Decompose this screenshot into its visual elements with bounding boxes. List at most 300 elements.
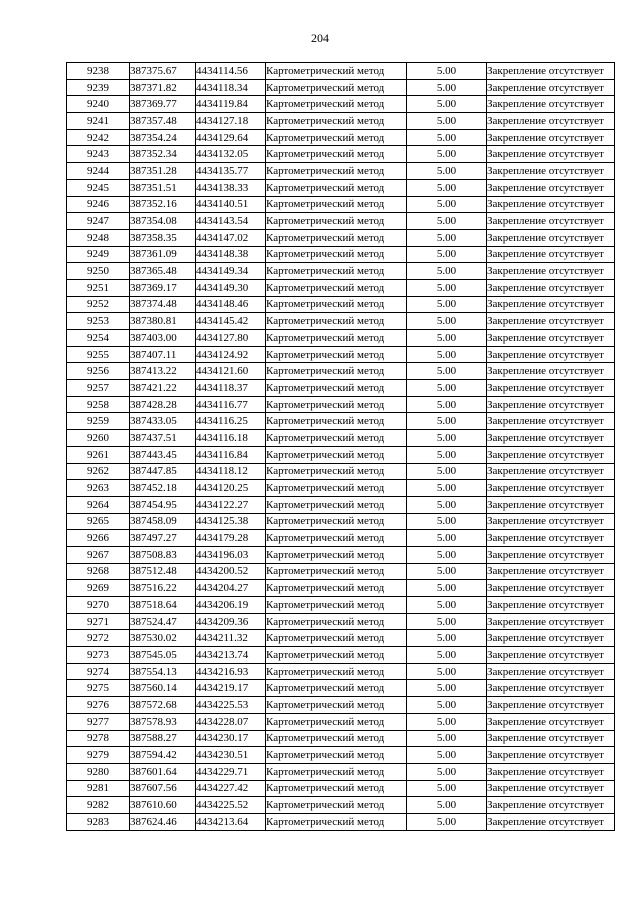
point-number-cell: 9281 bbox=[67, 780, 130, 797]
x-coordinate-cell: 387374.48 bbox=[130, 296, 196, 313]
fixing-cell: Закрепление отсутствует bbox=[487, 396, 615, 413]
table-row bbox=[67, 697, 615, 714]
fixing-cell: Закрепление отсутствует bbox=[487, 496, 615, 513]
x-coordinate-cell: 387357.48 bbox=[130, 113, 196, 130]
point-number-cell: 9270 bbox=[67, 597, 130, 614]
method-cell: Картометрический метод bbox=[266, 179, 407, 196]
y-coordinate-cell: 4434149.30 bbox=[196, 279, 266, 296]
y-coordinate-cell: 4434118.37 bbox=[196, 380, 266, 397]
point-number-cell: 9262 bbox=[67, 463, 130, 480]
method-cell: Картометрический метод bbox=[266, 163, 407, 180]
y-coordinate-cell: 4434118.34 bbox=[196, 79, 266, 96]
x-coordinate-cell: 387524.47 bbox=[130, 613, 196, 630]
accuracy-cell: 5.00 bbox=[407, 413, 487, 430]
y-coordinate-cell: 4434211.32 bbox=[196, 630, 266, 647]
point-number-cell: 9244 bbox=[67, 163, 130, 180]
table-row bbox=[67, 163, 615, 180]
y-coordinate-cell: 4434229.71 bbox=[196, 763, 266, 780]
table-row bbox=[67, 229, 615, 246]
point-number-cell: 9241 bbox=[67, 113, 130, 130]
point-number-cell: 9266 bbox=[67, 530, 130, 547]
y-coordinate-cell: 4434127.80 bbox=[196, 330, 266, 347]
method-cell: Картометрический метод bbox=[266, 446, 407, 463]
table-row bbox=[67, 196, 615, 213]
x-coordinate-cell: 387352.16 bbox=[130, 196, 196, 213]
y-coordinate-cell: 4434116.18 bbox=[196, 430, 266, 447]
x-coordinate-cell: 387624.46 bbox=[130, 813, 196, 830]
accuracy-cell: 5.00 bbox=[407, 113, 487, 130]
x-coordinate-cell: 387443.45 bbox=[130, 446, 196, 463]
method-cell: Картометрический метод bbox=[266, 96, 407, 113]
fixing-cell: Закрепление отсутствует bbox=[487, 797, 615, 814]
x-coordinate-cell: 387497.27 bbox=[130, 530, 196, 547]
fixing-cell: Закрепление отсутствует bbox=[487, 179, 615, 196]
point-number-cell: 9238 bbox=[67, 63, 130, 80]
point-number-cell: 9260 bbox=[67, 430, 130, 447]
y-coordinate-cell: 4434116.84 bbox=[196, 446, 266, 463]
point-number-cell: 9245 bbox=[67, 179, 130, 196]
accuracy-cell: 5.00 bbox=[407, 96, 487, 113]
fixing-cell: Закрепление отсутствует bbox=[487, 530, 615, 547]
y-coordinate-cell: 4434148.38 bbox=[196, 246, 266, 263]
table-row bbox=[67, 513, 615, 530]
method-cell: Картометрический метод bbox=[266, 413, 407, 430]
accuracy-cell: 5.00 bbox=[407, 263, 487, 280]
point-number-cell: 9247 bbox=[67, 213, 130, 230]
x-coordinate-cell: 387610.60 bbox=[130, 797, 196, 814]
fixing-cell: Закрепление отсутствует bbox=[487, 713, 615, 730]
x-coordinate-cell: 387369.17 bbox=[130, 279, 196, 296]
table-row bbox=[67, 79, 615, 96]
accuracy-cell: 5.00 bbox=[407, 279, 487, 296]
accuracy-cell: 5.00 bbox=[407, 229, 487, 246]
point-number-cell: 9258 bbox=[67, 396, 130, 413]
accuracy-cell: 5.00 bbox=[407, 546, 487, 563]
method-cell: Картометрический метод bbox=[266, 563, 407, 580]
point-number-cell: 9243 bbox=[67, 146, 130, 163]
method-cell: Картометрический метод bbox=[266, 63, 407, 80]
y-coordinate-cell: 4434125.38 bbox=[196, 513, 266, 530]
method-cell: Картометрический метод bbox=[266, 279, 407, 296]
y-coordinate-cell: 4434149.34 bbox=[196, 263, 266, 280]
method-cell: Картометрический метод bbox=[266, 330, 407, 347]
x-coordinate-cell: 387530.02 bbox=[130, 630, 196, 647]
fixing-cell: Закрепление отсутствует bbox=[487, 113, 615, 130]
accuracy-cell: 5.00 bbox=[407, 496, 487, 513]
point-number-cell: 9255 bbox=[67, 346, 130, 363]
y-coordinate-cell: 4434209.36 bbox=[196, 613, 266, 630]
point-number-cell: 9251 bbox=[67, 279, 130, 296]
method-cell: Картометрический метод bbox=[266, 546, 407, 563]
table-row bbox=[67, 279, 615, 296]
accuracy-cell: 5.00 bbox=[407, 813, 487, 830]
point-number-cell: 9264 bbox=[67, 496, 130, 513]
accuracy-cell: 5.00 bbox=[407, 763, 487, 780]
accuracy-cell: 5.00 bbox=[407, 246, 487, 263]
table-row bbox=[67, 313, 615, 330]
x-coordinate-cell: 387572.68 bbox=[130, 697, 196, 714]
fixing-cell: Закрепление отсутствует bbox=[487, 813, 615, 830]
point-number-cell: 9272 bbox=[67, 630, 130, 647]
accuracy-cell: 5.00 bbox=[407, 730, 487, 747]
method-cell: Картометрический метод bbox=[266, 780, 407, 797]
fixing-cell: Закрепление отсутствует bbox=[487, 313, 615, 330]
x-coordinate-cell: 387358.35 bbox=[130, 229, 196, 246]
table-row bbox=[67, 763, 615, 780]
fixing-cell: Закрепление отсутствует bbox=[487, 480, 615, 497]
accuracy-cell: 5.00 bbox=[407, 713, 487, 730]
table-row bbox=[67, 713, 615, 730]
x-coordinate-cell: 387447.85 bbox=[130, 463, 196, 480]
fixing-cell: Закрепление отсутствует bbox=[487, 213, 615, 230]
accuracy-cell: 5.00 bbox=[407, 613, 487, 630]
fixing-cell: Закрепление отсутствует bbox=[487, 363, 615, 380]
y-coordinate-cell: 4434200.52 bbox=[196, 563, 266, 580]
method-cell: Картометрический метод bbox=[266, 113, 407, 130]
y-coordinate-cell: 4434213.74 bbox=[196, 647, 266, 664]
method-cell: Картометрический метод bbox=[266, 263, 407, 280]
method-cell: Картометрический метод bbox=[266, 680, 407, 697]
x-coordinate-cell: 387352.34 bbox=[130, 146, 196, 163]
table-row bbox=[67, 597, 615, 614]
fixing-cell: Закрепление отсутствует bbox=[487, 680, 615, 697]
accuracy-cell: 5.00 bbox=[407, 129, 487, 146]
fixing-cell: Закрепление отсутствует bbox=[487, 163, 615, 180]
fixing-cell: Закрепление отсутствует bbox=[487, 730, 615, 747]
x-coordinate-cell: 387588.27 bbox=[130, 730, 196, 747]
x-coordinate-cell: 387516.22 bbox=[130, 580, 196, 597]
accuracy-cell: 5.00 bbox=[407, 530, 487, 547]
x-coordinate-cell: 387454.95 bbox=[130, 496, 196, 513]
y-coordinate-cell: 4434145.42 bbox=[196, 313, 266, 330]
accuracy-cell: 5.00 bbox=[407, 580, 487, 597]
fixing-cell: Закрепление отсутствует bbox=[487, 630, 615, 647]
table-row bbox=[67, 546, 615, 563]
y-coordinate-cell: 4434138.33 bbox=[196, 179, 266, 196]
x-coordinate-cell: 387554.13 bbox=[130, 663, 196, 680]
table-row bbox=[67, 580, 615, 597]
fixing-cell: Закрепление отсутствует bbox=[487, 330, 615, 347]
fixing-cell: Закрепление отсутствует bbox=[487, 613, 615, 630]
table-row bbox=[67, 430, 615, 447]
fixing-cell: Закрепление отсутствует bbox=[487, 780, 615, 797]
fixing-cell: Закрепление отсутствует bbox=[487, 196, 615, 213]
x-coordinate-cell: 387351.28 bbox=[130, 163, 196, 180]
accuracy-cell: 5.00 bbox=[407, 663, 487, 680]
table-row bbox=[67, 413, 615, 430]
method-cell: Картометрический метод bbox=[266, 380, 407, 397]
fixing-cell: Закрепление отсутствует bbox=[487, 146, 615, 163]
method-cell: Картометрический метод bbox=[266, 763, 407, 780]
fixing-cell: Закрепление отсутствует bbox=[487, 763, 615, 780]
x-coordinate-cell: 387594.42 bbox=[130, 747, 196, 764]
method-cell: Картометрический метод bbox=[266, 246, 407, 263]
x-coordinate-cell: 387403.00 bbox=[130, 330, 196, 347]
y-coordinate-cell: 4434225.53 bbox=[196, 697, 266, 714]
table-row bbox=[67, 496, 615, 513]
method-cell: Картометрический метод bbox=[266, 597, 407, 614]
method-cell: Картометрический метод bbox=[266, 129, 407, 146]
method-cell: Картометрический метод bbox=[266, 79, 407, 96]
method-cell: Картометрический метод bbox=[266, 513, 407, 530]
x-coordinate-cell: 387371.82 bbox=[130, 79, 196, 96]
table-row bbox=[67, 480, 615, 497]
x-coordinate-cell: 387452.18 bbox=[130, 480, 196, 497]
y-coordinate-cell: 4434148.46 bbox=[196, 296, 266, 313]
table-row bbox=[67, 747, 615, 764]
point-number-cell: 9261 bbox=[67, 446, 130, 463]
y-coordinate-cell: 4434135.77 bbox=[196, 163, 266, 180]
fixing-cell: Закрепление отсутствует bbox=[487, 747, 615, 764]
table-row bbox=[67, 296, 615, 313]
table-row bbox=[67, 813, 615, 830]
fixing-cell: Закрепление отсутствует bbox=[487, 246, 615, 263]
x-coordinate-cell: 387365.48 bbox=[130, 263, 196, 280]
method-cell: Картометрический метод bbox=[266, 229, 407, 246]
fixing-cell: Закрепление отсутствует bbox=[487, 546, 615, 563]
method-cell: Картометрический метод bbox=[266, 213, 407, 230]
method-cell: Картометрический метод bbox=[266, 797, 407, 814]
x-coordinate-cell: 387413.22 bbox=[130, 363, 196, 380]
y-coordinate-cell: 4434129.64 bbox=[196, 129, 266, 146]
coordinates-table-body bbox=[67, 63, 615, 831]
x-coordinate-cell: 387354.24 bbox=[130, 129, 196, 146]
y-coordinate-cell: 4434204.27 bbox=[196, 580, 266, 597]
accuracy-cell: 5.00 bbox=[407, 179, 487, 196]
x-coordinate-cell: 387421.22 bbox=[130, 380, 196, 397]
point-number-cell: 9276 bbox=[67, 697, 130, 714]
fixing-cell: Закрепление отсутствует bbox=[487, 296, 615, 313]
accuracy-cell: 5.00 bbox=[407, 563, 487, 580]
x-coordinate-cell: 387508.83 bbox=[130, 546, 196, 563]
y-coordinate-cell: 4434196.03 bbox=[196, 546, 266, 563]
point-number-cell: 9257 bbox=[67, 380, 130, 397]
fixing-cell: Закрепление отсутствует bbox=[487, 563, 615, 580]
accuracy-cell: 5.00 bbox=[407, 313, 487, 330]
y-coordinate-cell: 4434119.84 bbox=[196, 96, 266, 113]
point-number-cell: 9278 bbox=[67, 730, 130, 747]
table-row bbox=[67, 630, 615, 647]
table-row bbox=[67, 363, 615, 380]
method-cell: Картометрический метод bbox=[266, 496, 407, 513]
y-coordinate-cell: 4434216.93 bbox=[196, 663, 266, 680]
accuracy-cell: 5.00 bbox=[407, 480, 487, 497]
table-row bbox=[67, 113, 615, 130]
method-cell: Картометрический метод bbox=[266, 747, 407, 764]
method-cell: Картометрический метод bbox=[266, 313, 407, 330]
table-row bbox=[67, 213, 615, 230]
x-coordinate-cell: 387428.28 bbox=[130, 396, 196, 413]
y-coordinate-cell: 4434225.52 bbox=[196, 797, 266, 814]
method-cell: Картометрический метод bbox=[266, 730, 407, 747]
table-row bbox=[67, 730, 615, 747]
x-coordinate-cell: 387458.09 bbox=[130, 513, 196, 530]
table-row bbox=[67, 330, 615, 347]
method-cell: Картометрический метод bbox=[266, 697, 407, 714]
point-number-cell: 9240 bbox=[67, 96, 130, 113]
y-coordinate-cell: 4434132.05 bbox=[196, 146, 266, 163]
method-cell: Картометрический метод bbox=[266, 663, 407, 680]
x-coordinate-cell: 387518.64 bbox=[130, 597, 196, 614]
table-row bbox=[67, 797, 615, 814]
y-coordinate-cell: 4434230.17 bbox=[196, 730, 266, 747]
y-coordinate-cell: 4434219.17 bbox=[196, 680, 266, 697]
table-row bbox=[67, 463, 615, 480]
fixing-cell: Закрепление отсутствует bbox=[487, 580, 615, 597]
point-number-cell: 9279 bbox=[67, 747, 130, 764]
point-number-cell: 9250 bbox=[67, 263, 130, 280]
fixing-cell: Закрепление отсутствует bbox=[487, 663, 615, 680]
table-row bbox=[67, 63, 615, 80]
point-number-cell: 9282 bbox=[67, 797, 130, 814]
method-cell: Картометрический метод bbox=[266, 430, 407, 447]
fixing-cell: Закрепление отсутствует bbox=[487, 647, 615, 664]
y-coordinate-cell: 4434143.54 bbox=[196, 213, 266, 230]
x-coordinate-cell: 387578.93 bbox=[130, 713, 196, 730]
point-number-cell: 9267 bbox=[67, 546, 130, 563]
accuracy-cell: 5.00 bbox=[407, 213, 487, 230]
fixing-cell: Закрепление отсутствует bbox=[487, 380, 615, 397]
y-coordinate-cell: 4434127.18 bbox=[196, 113, 266, 130]
fixing-cell: Закрепление отсутствует bbox=[487, 446, 615, 463]
accuracy-cell: 5.00 bbox=[407, 780, 487, 797]
x-coordinate-cell: 387512.48 bbox=[130, 563, 196, 580]
table-row bbox=[67, 530, 615, 547]
y-coordinate-cell: 4434116.77 bbox=[196, 396, 266, 413]
point-number-cell: 9273 bbox=[67, 647, 130, 664]
point-number-cell: 9277 bbox=[67, 713, 130, 730]
accuracy-cell: 5.00 bbox=[407, 196, 487, 213]
x-coordinate-cell: 387380.81 bbox=[130, 313, 196, 330]
x-coordinate-cell: 387607.56 bbox=[130, 780, 196, 797]
point-number-cell: 9283 bbox=[67, 813, 130, 830]
method-cell: Картометрический метод bbox=[266, 480, 407, 497]
accuracy-cell: 5.00 bbox=[407, 680, 487, 697]
fixing-cell: Закрепление отсутствует bbox=[487, 263, 615, 280]
x-coordinate-cell: 387601.64 bbox=[130, 763, 196, 780]
fixing-cell: Закрепление отсутствует bbox=[487, 513, 615, 530]
fixing-cell: Закрепление отсутствует bbox=[487, 597, 615, 614]
table-row bbox=[67, 146, 615, 163]
page-number: 204 bbox=[311, 31, 329, 45]
x-coordinate-cell: 387351.51 bbox=[130, 179, 196, 196]
x-coordinate-cell: 387560.14 bbox=[130, 680, 196, 697]
point-number-cell: 9246 bbox=[67, 196, 130, 213]
point-number-cell: 9249 bbox=[67, 246, 130, 263]
method-cell: Картометрический метод bbox=[266, 363, 407, 380]
x-coordinate-cell: 387354.08 bbox=[130, 213, 196, 230]
table-row bbox=[67, 179, 615, 196]
y-coordinate-cell: 4434114.56 bbox=[196, 63, 266, 80]
fixing-cell: Закрепление отсутствует bbox=[487, 697, 615, 714]
table-row bbox=[67, 563, 615, 580]
accuracy-cell: 5.00 bbox=[407, 330, 487, 347]
method-cell: Картометрический метод bbox=[266, 530, 407, 547]
point-number-cell: 9265 bbox=[67, 513, 130, 530]
accuracy-cell: 5.00 bbox=[407, 163, 487, 180]
table-row bbox=[67, 663, 615, 680]
table-row bbox=[67, 246, 615, 263]
y-coordinate-cell: 4434140.51 bbox=[196, 196, 266, 213]
method-cell: Картометрический метод bbox=[266, 613, 407, 630]
accuracy-cell: 5.00 bbox=[407, 296, 487, 313]
x-coordinate-cell: 387369.77 bbox=[130, 96, 196, 113]
point-number-cell: 9248 bbox=[67, 229, 130, 246]
point-number-cell: 9271 bbox=[67, 613, 130, 630]
y-coordinate-cell: 4434147.02 bbox=[196, 229, 266, 246]
table-row bbox=[67, 129, 615, 146]
y-coordinate-cell: 4434230.51 bbox=[196, 747, 266, 764]
y-coordinate-cell: 4434124.92 bbox=[196, 346, 266, 363]
method-cell: Картометрический метод bbox=[266, 813, 407, 830]
accuracy-cell: 5.00 bbox=[407, 446, 487, 463]
y-coordinate-cell: 4434206.19 bbox=[196, 597, 266, 614]
fixing-cell: Закрепление отсутствует bbox=[487, 346, 615, 363]
accuracy-cell: 5.00 bbox=[407, 363, 487, 380]
table-row bbox=[67, 647, 615, 664]
method-cell: Картометрический метод bbox=[266, 396, 407, 413]
fixing-cell: Закрепление отсутствует bbox=[487, 229, 615, 246]
y-coordinate-cell: 4434122.27 bbox=[196, 496, 266, 513]
point-number-cell: 9268 bbox=[67, 563, 130, 580]
point-number-cell: 9252 bbox=[67, 296, 130, 313]
x-coordinate-cell: 387437.51 bbox=[130, 430, 196, 447]
accuracy-cell: 5.00 bbox=[407, 346, 487, 363]
accuracy-cell: 5.00 bbox=[407, 647, 487, 664]
table-row bbox=[67, 396, 615, 413]
x-coordinate-cell: 387545.05 bbox=[130, 647, 196, 664]
accuracy-cell: 5.00 bbox=[407, 747, 487, 764]
accuracy-cell: 5.00 bbox=[407, 797, 487, 814]
y-coordinate-cell: 4434116.25 bbox=[196, 413, 266, 430]
y-coordinate-cell: 4434118.12 bbox=[196, 463, 266, 480]
method-cell: Картометрический метод bbox=[266, 463, 407, 480]
x-coordinate-cell: 387361.09 bbox=[130, 246, 196, 263]
accuracy-cell: 5.00 bbox=[407, 146, 487, 163]
fixing-cell: Закрепление отсутствует bbox=[487, 430, 615, 447]
accuracy-cell: 5.00 bbox=[407, 79, 487, 96]
y-coordinate-cell: 4434179.28 bbox=[196, 530, 266, 547]
method-cell: Картометрический метод bbox=[266, 647, 407, 664]
table-row bbox=[67, 346, 615, 363]
y-coordinate-cell: 4434120.25 bbox=[196, 480, 266, 497]
method-cell: Картометрический метод bbox=[266, 146, 407, 163]
x-coordinate-cell: 387407.11 bbox=[130, 346, 196, 363]
x-coordinate-cell: 387375.67 bbox=[130, 63, 196, 80]
fixing-cell: Закрепление отсутствует bbox=[487, 129, 615, 146]
accuracy-cell: 5.00 bbox=[407, 396, 487, 413]
table-row bbox=[67, 96, 615, 113]
y-coordinate-cell: 4434121.60 bbox=[196, 363, 266, 380]
accuracy-cell: 5.00 bbox=[407, 597, 487, 614]
point-number-cell: 9253 bbox=[67, 313, 130, 330]
table-row bbox=[67, 780, 615, 797]
point-number-cell: 9256 bbox=[67, 363, 130, 380]
method-cell: Картометрический метод bbox=[266, 630, 407, 647]
accuracy-cell: 5.00 bbox=[407, 430, 487, 447]
method-cell: Картометрический метод bbox=[266, 296, 407, 313]
table-row bbox=[67, 613, 615, 630]
table-row bbox=[67, 680, 615, 697]
point-number-cell: 9254 bbox=[67, 330, 130, 347]
method-cell: Картометрический метод bbox=[266, 713, 407, 730]
point-number-cell: 9280 bbox=[67, 763, 130, 780]
table-row bbox=[67, 263, 615, 280]
accuracy-cell: 5.00 bbox=[407, 380, 487, 397]
accuracy-cell: 5.00 bbox=[407, 630, 487, 647]
coordinates-table bbox=[66, 62, 615, 831]
table-row bbox=[67, 380, 615, 397]
